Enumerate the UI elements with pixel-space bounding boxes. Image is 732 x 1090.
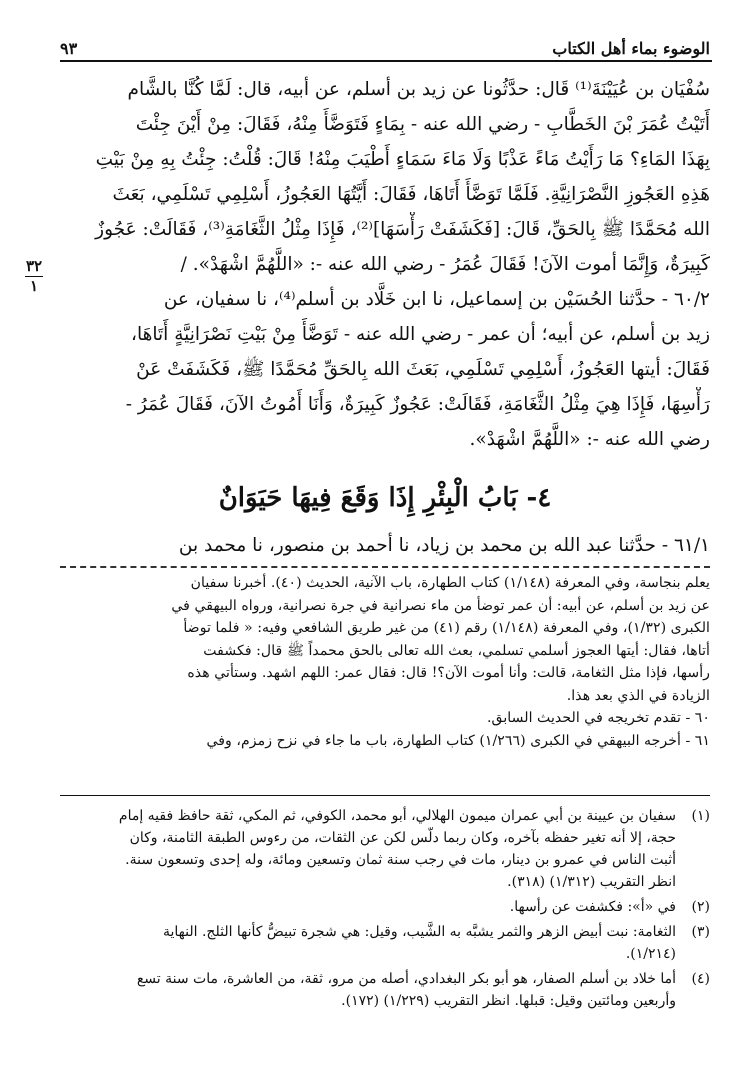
header-rule bbox=[60, 60, 712, 62]
footnote-line: الثغامة: نبت أبيض الزهر والثمر يشبَّه به الشَّيب، وقيل: هي شجرة تبيضُّ كأنها الثلج. النهاية bbox=[163, 924, 676, 940]
text-line: هَذِهِ العَجُوزِ النَّصْرَانِيَّةِ. فَلَمَّا تَوَضَّأَ أَتَاهَا، فَقَالَ: أَيَّتُهَا العَجُوزُ، أَسْلِمِي تَسْلَمِي، بَعَثَ bbox=[112, 184, 710, 205]
page-number: ٩٣ bbox=[60, 39, 78, 58]
text-line: زيد بن أسلم، عن أبيه؛ أن عمر - رضي الله عنه - تَوَضَّأَ مِنْ بَيْتِ نَصْرَانِيَّةٍ أَتَاهَا، bbox=[131, 324, 710, 345]
takhrij-line: عن زيد بن أسلم، عن أبيه: أن عمر توضأ من ماء نصرانية في جرة نصرانية، ورواه البيهقي في bbox=[171, 597, 710, 614]
footnote-line: (١/٢١٤). bbox=[625, 946, 676, 962]
footnote-number: (٢) bbox=[691, 899, 710, 915]
folio-side: ١ bbox=[29, 277, 39, 295]
takhrij-line: يعلم بنجاسة، وفي المعرفة (١/١٤٨) كتاب الطهارة، باب الآنية، الحديث (٤٠). أخبرنا سفيان bbox=[190, 575, 710, 591]
footnote-2 bbox=[60, 896, 710, 918]
text-line: فَقَالَ: أيتها العَجُوزُ، أَسْلِمِي تَسْلَمِي، بَعَثَ الله بِالحَقِّ مُحَمَّدًا ﷺ، فَكَشَفَتْ عَنْ bbox=[136, 359, 710, 380]
hadith-61-opening: ٦١/١ - حدَّثنا عبد الله بن محمد بن زياد، نا أحمد بن منصور، نا محمد بن bbox=[178, 535, 710, 556]
footnote-1 bbox=[60, 805, 710, 893]
text-line: سُفْيَان بن عُيَيْنَةَ⁽¹⁾ قَال: حدَّثُونا عن زيد بن أسلم، عن أبيه، قال: لَمَّا كُنَّا بالشَّام bbox=[127, 79, 710, 100]
takhrij-line: رأسها، فإذا مثل الثغامة، قالت: وأنا أموت الآن؟! قال: فقال عمر: اللهم اشهد. وستأتي هذه bbox=[187, 665, 710, 681]
text-line: ٦٠/٢ - حدَّثنا الحُسَيْن بن إسماعيل، نا ابن خَلَّاد بن أسلم⁽⁴⁾، نا سفيان، عن bbox=[163, 289, 710, 310]
takhrij-line: ٦٠ - تقدم تخريجه في الحديث السابق. bbox=[487, 710, 710, 726]
footnote-line: حجة، إلا أنه تغير حفظه بآخره، وكان ربما دلَّس لكن عن الثقات، من رءوس الطبقة الثامنة، وكان bbox=[129, 830, 676, 846]
takhrij-line: أتاها، فقال: أيتها العجوز أسلمي تسلمي، بعث الله تعالى بالحق محمداً ﷺ قال: فكشفت bbox=[203, 642, 710, 659]
folio-number: ٣٢ bbox=[25, 257, 43, 275]
text-line: كَبِيرَةٌ، وَإِنَّمَا أموت الآنَ! فَقَالَ عُمَرُ - رضي الله عنه -: «اللَّهُمَّ اشْهَدْ». / bbox=[180, 254, 710, 275]
footnotes bbox=[60, 805, 710, 1015]
footnote-line: وأربعين ومائتين وقيل: قبلها. انظر التقريب (١/٢٢٩) (١٧٢). bbox=[341, 993, 676, 1009]
footnote-4 bbox=[60, 968, 710, 1012]
main-text bbox=[60, 72, 710, 457]
text-line: بِهَذَا المَاءِ؟ مَا رَأَيْتُ مَاءً عَذْبًا وَلَا مَاءَ سَمَاءٍ أَطْيَبَ مِنْهُ! قَالَ: قُلْتُ: جِئْتُ بِهِ مِنْ بَيْتِ bbox=[95, 149, 710, 170]
text-line: الله مُحَمَّدًا ﷺ بِالحَقِّ، قَالَ: [فَكَشَفَتْ رَأْسَهَا]⁽²⁾، فَإِذَا مِثْلُ الثَّغَامَةِ⁽³⁾، فَقَالَتْ: عَجُوزٌ bbox=[95, 219, 710, 240]
running-title: الوضوء بماء أهل الكتاب bbox=[552, 39, 710, 58]
footnote-line: أما خلاد بن أسلم الصفار، هو أبو بكر البغدادي، أصله من مرو، ثقة، من العاشرة، مات سنة تسع bbox=[136, 971, 676, 987]
text-line: أَتَيْتُ عُمَرَ بْنَ الخَطَّابِ - رضي الله عنه - بِمَاءٍ فَتَوَضَّأَ مِنْهُ، فَقَالَ: مِنْ أَيْنَ جِئْتَ bbox=[135, 114, 710, 135]
footnote-line: في «أ»: فكشفت عن رأسها. bbox=[509, 899, 676, 915]
footnote-line: أثبت الناس في عمرو بن دينار، مات في رجب سنة ثمان وتسعين ومائة، وله إحدى وتسعون سنة. bbox=[125, 852, 676, 868]
footnote-number: (١) bbox=[691, 808, 710, 824]
manuscript-folio-marker bbox=[14, 258, 54, 295]
takhrij-line: ٦١ - أخرجه البيهقي في الكبرى (١/٢٦٦) كتاب الطهارة، باب ما جاء في نزح زمزم، وفي bbox=[206, 732, 710, 749]
chapter-title: ٤- بَابُ الْبِئْرِ إِذَا وَقَعَ فِيهَا حَيَوَانٌ bbox=[218, 483, 552, 513]
takhrij-line: الكبرى (١/٣٢)، وفي المعرفة (١/١٤٨) رقم (٤١) من غير طريق الشافعي وفيه: « فلما توضأ bbox=[183, 620, 710, 636]
takhrij-notes bbox=[60, 572, 710, 752]
takhrij-line: الزيادة في الذي بعد هذا. bbox=[566, 687, 710, 704]
footnote-number: (٣) bbox=[691, 924, 710, 940]
footnote-number: (٤) bbox=[691, 971, 710, 987]
footnote-3 bbox=[60, 921, 710, 965]
footnote-line: سفيان بن عيينة بن أبي عمران ميمون الهلالي، أبو محمد، الكوفي، ثم المكي، ثقة حافظ فقيه إمام bbox=[118, 808, 676, 824]
dashed-separator bbox=[60, 566, 710, 568]
text-line: رَأْسِهَا، فَإِذَا هِيَ مِثْلُ الثَّغَامَةِ، فَقَالَتْ: عَجُوزٌ كَبِيرَةٌ، وَأَنَا أَمُوتُ الآنَ، فَقَالَ عُمَرُ - bbox=[125, 394, 710, 415]
footnote-separator bbox=[60, 795, 710, 796]
footnote-line: انظر التقريب (١/٣١٢) (٣١٨). bbox=[507, 874, 676, 890]
text-line: رضي الله عنه -: «اللَّهُمَّ اشْهَدْ». bbox=[469, 429, 710, 450]
page-header bbox=[60, 28, 710, 58]
